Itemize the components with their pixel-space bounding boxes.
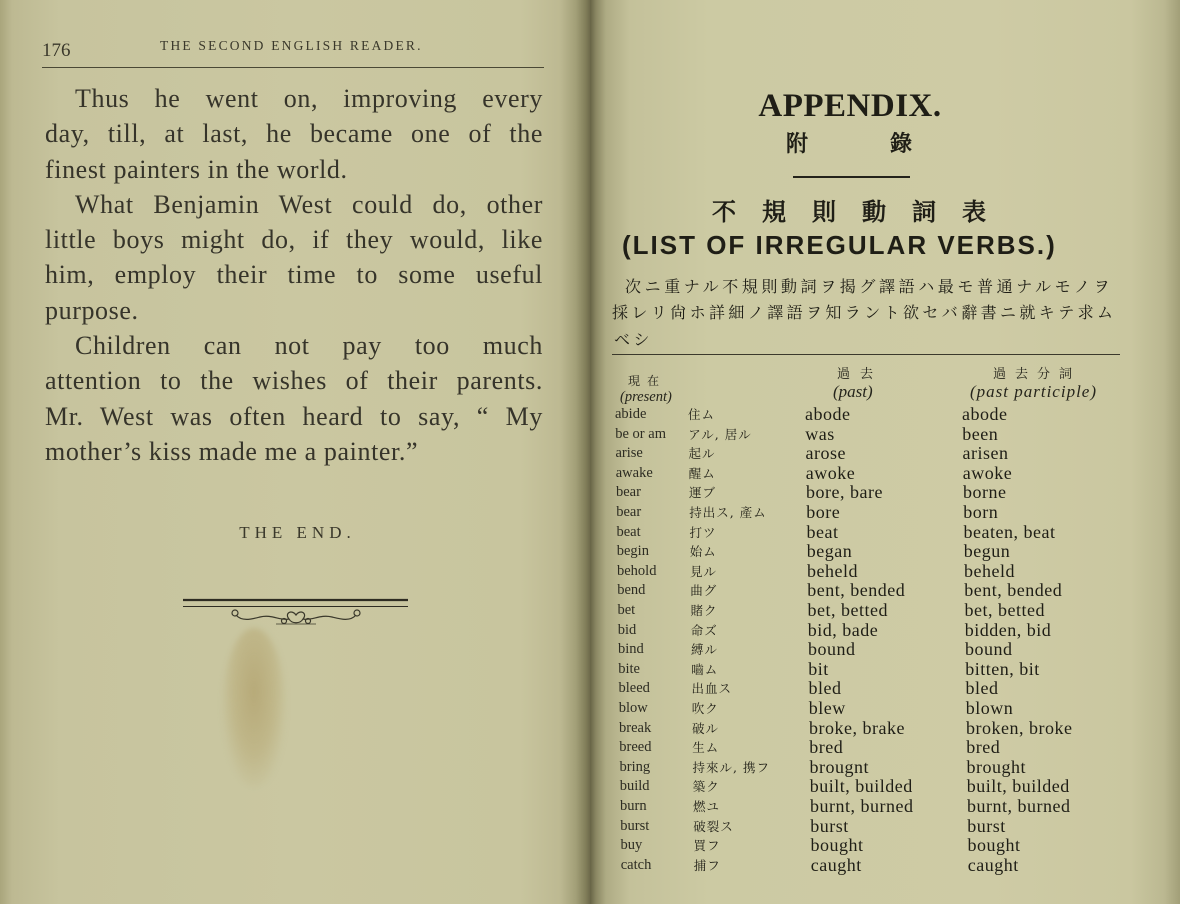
past-participle-form: beaten, beat: [963, 521, 1056, 542]
past-participle-form: begun: [963, 541, 1011, 562]
verb-row: [594, 719, 1154, 739]
present-form: bear: [616, 504, 642, 520]
header-rule: [42, 67, 544, 68]
present-form: beat: [616, 523, 641, 540]
past-participle-form: awoke: [962, 462, 1013, 483]
present-form: break: [619, 719, 652, 736]
verb-row: [593, 660, 1153, 680]
the-end-label: THE END.: [239, 523, 356, 542]
verb-row: [591, 464, 1151, 484]
past-form: abode: [805, 404, 851, 424]
present-form: bind: [618, 641, 644, 658]
japanese-meaning: 嚙ム: [691, 661, 719, 677]
japanese-meaning: 生ム: [692, 740, 720, 756]
page-number: 176: [42, 40, 71, 61]
title-rule: [793, 176, 910, 178]
past-form: broke, brake: [809, 717, 905, 738]
verb-row: [592, 523, 1152, 543]
past-participle-form: built, builded: [966, 776, 1070, 797]
text-line: What Benjamin West could do, other: [75, 189, 543, 219]
past-participle-form: bitten, bit: [965, 658, 1040, 679]
japanese-meaning: アル, 居ル: [688, 426, 752, 442]
present-form: bend: [617, 582, 646, 599]
present-form: bet: [617, 602, 636, 618]
japanese-note-line: ベシ: [614, 330, 653, 349]
text-line: him, employ their time to some useful: [45, 260, 543, 290]
verb-row: [595, 758, 1155, 778]
past-form: bid, bade: [807, 619, 879, 640]
text-line: attention to the wishes of their parents.: [45, 366, 543, 396]
past-form: burst: [810, 815, 849, 836]
verb-row: [593, 601, 1153, 621]
japanese-meaning: 持來ル, 携フ: [692, 759, 770, 775]
present-form: breed: [619, 739, 652, 756]
past-form: bled: [808, 678, 842, 699]
past-participle-form: abode: [962, 404, 1008, 424]
verb-row: [596, 836, 1156, 856]
verb-row: [595, 797, 1155, 817]
past-form: beat: [806, 521, 839, 542]
japanese-meaning: 醒ム: [688, 465, 716, 481]
japanese-meaning: 出血ス: [691, 681, 733, 697]
verb-row: [591, 483, 1151, 503]
verb-row: [591, 503, 1151, 523]
past-form: bred: [809, 737, 844, 758]
present-form: awake: [615, 464, 653, 481]
present-form: bear: [616, 484, 641, 501]
text-line: Mr. West was often heard to say, “ My: [45, 401, 543, 431]
verb-row: [591, 444, 1151, 464]
verb-row: [593, 621, 1153, 641]
past-participle-form: been: [962, 423, 999, 444]
present-form: bleed: [618, 680, 650, 697]
japanese-note-line: 次ニ重ナル不規則動詞ヲ揭グ譯語ハ最モ普通ナルモノヲ: [625, 277, 1114, 296]
scroll-flourish: [232, 610, 360, 624]
present-form: build: [619, 778, 650, 795]
present-form: bring: [619, 758, 651, 775]
present-form: bid: [617, 621, 637, 638]
text-line: Children can not pay too much: [75, 331, 543, 361]
verb-table: [590, 405, 1180, 885]
present-form: blow: [618, 700, 648, 716]
japanese-meaning: 始ム: [689, 544, 717, 560]
column-header-past-japanese: 過去: [837, 367, 884, 382]
japanese-meaning: 住ム: [688, 407, 716, 422]
verb-row: [592, 581, 1152, 601]
text-line: little boys might do, if they would, like: [45, 225, 543, 255]
past-form: burnt, burned: [810, 796, 914, 816]
japanese-meaning: 破裂ス: [693, 818, 734, 834]
verb-row: [594, 699, 1154, 719]
japanese-meaning: 縛ル: [691, 642, 719, 658]
past-participle-form: caught: [967, 854, 1019, 875]
past-form: began: [806, 541, 853, 562]
present-form: abide: [615, 406, 647, 422]
past-form: arose: [805, 443, 846, 464]
past-form: brougnt: [809, 756, 869, 777]
past-form: bit: [808, 658, 829, 679]
right-page: [590, 0, 1180, 904]
present-form: be or am: [615, 425, 666, 442]
past-participle-form: burnt, burned: [967, 796, 1071, 816]
past-participle-form: beheld: [964, 560, 1015, 581]
japanese-meaning: 持出ス, 產ム: [689, 505, 767, 520]
japanese-note-line: 採レリ尙ホ詳細ノ譯語ヲ知ラント欲セバ辭書ニ就キテ求ム: [612, 303, 1117, 322]
past-participle-form: bidden, bid: [964, 619, 1052, 640]
past-form: awoke: [805, 462, 856, 483]
japanese-meaning: 運ブ: [689, 485, 717, 501]
japanese-meaning: 打ツ: [689, 524, 717, 540]
column-header-present: (present): [620, 389, 672, 405]
past-participle-form: bent, bended: [964, 580, 1063, 601]
past-form: caught: [810, 854, 862, 875]
appendix-title: APPENDIX.: [758, 88, 942, 124]
japanese-meaning: 見ル: [690, 563, 718, 579]
column-header-past-participle-japanese: 過去分詞: [993, 367, 1082, 382]
present-form: behold: [617, 562, 657, 579]
japanese-meaning: 賭ク: [690, 603, 718, 618]
double-rule: [183, 600, 408, 607]
past-participle-form: burst: [967, 815, 1006, 836]
present-form: begin: [616, 543, 649, 560]
japanese-meaning: 燃ユ: [693, 799, 721, 814]
past-form: bought: [810, 835, 864, 856]
present-form: arise: [615, 445, 643, 462]
text-line: purpose.: [45, 295, 139, 325]
past-participle-form: bred: [966, 737, 1001, 758]
past-form: blew: [808, 698, 846, 718]
past-participle-form: blown: [965, 698, 1014, 718]
running-head: THE SECOND ENGLISH READER.: [160, 38, 423, 53]
past-participle-form: brought: [966, 756, 1026, 777]
past-participle-form: bled: [965, 678, 999, 699]
present-form: burst: [620, 817, 650, 834]
verb-row: [595, 777, 1155, 797]
japanese-meaning: 曲グ: [690, 583, 718, 599]
japanese-meaning: 築ク: [692, 779, 720, 795]
body-text: [45, 81, 543, 469]
past-form: bound: [808, 639, 856, 660]
text-line: finest painters in the world.: [45, 154, 348, 184]
text-line: day, till, at last, he became one of the: [45, 119, 543, 149]
table-title-english: (LIST OF IRREGULAR VERBS.): [622, 230, 1057, 260]
japanese-meaning: 買フ: [693, 838, 721, 854]
verb-row: [593, 640, 1153, 660]
column-header-past-participle: (past participle): [970, 382, 1098, 401]
japanese-meaning: 破ル: [692, 720, 720, 736]
past-form: built, builded: [809, 776, 913, 797]
japanese-meaning: 命ズ: [690, 622, 718, 638]
verb-row: [594, 738, 1154, 758]
past-participle-form: bought: [967, 835, 1021, 856]
past-participle-form: arisen: [962, 443, 1009, 464]
past-participle-form: born: [963, 502, 999, 522]
verb-row: [590, 405, 1150, 425]
present-form: buy: [620, 837, 643, 854]
past-form: was: [805, 423, 835, 444]
past-participle-form: bound: [965, 639, 1013, 660]
japanese-meaning: 吹ク: [691, 701, 719, 716]
japanese-meaning: 捕フ: [693, 857, 721, 873]
verb-row: [592, 562, 1152, 582]
past-participle-form: broken, broke: [966, 717, 1073, 738]
past-form: bore, bare: [806, 482, 883, 503]
verb-row: [590, 425, 1150, 445]
verb-row: [595, 817, 1155, 837]
end-ornament: [180, 594, 412, 634]
japanese-meaning: 起ル: [688, 446, 716, 462]
present-form: burn: [620, 798, 647, 814]
paper-stain: [222, 628, 286, 788]
appendix-title-japanese: 附錄: [786, 131, 995, 157]
verb-row: [596, 856, 1156, 876]
past-form: beheld: [807, 560, 858, 581]
present-form: bite: [618, 660, 640, 677]
present-form: catch: [620, 856, 652, 873]
past-form: bent, bended: [807, 580, 906, 601]
table-title-japanese: 不規則動詞表: [712, 197, 1012, 226]
text-line: mother’s kiss made me a painter.”: [45, 436, 419, 466]
note-rule: [612, 354, 1120, 355]
verb-row: [592, 542, 1152, 562]
text-line: Thus he went on, improving every: [75, 84, 543, 113]
verb-row: [594, 679, 1154, 699]
past-form: bore: [806, 502, 841, 522]
column-header-present-japanese: 現在: [628, 374, 667, 388]
past-participle-form: borne: [963, 482, 1007, 503]
past-form: bet, betted: [807, 600, 888, 620]
past-participle-form: bet, betted: [964, 600, 1045, 620]
column-header-past: (past): [833, 382, 873, 401]
